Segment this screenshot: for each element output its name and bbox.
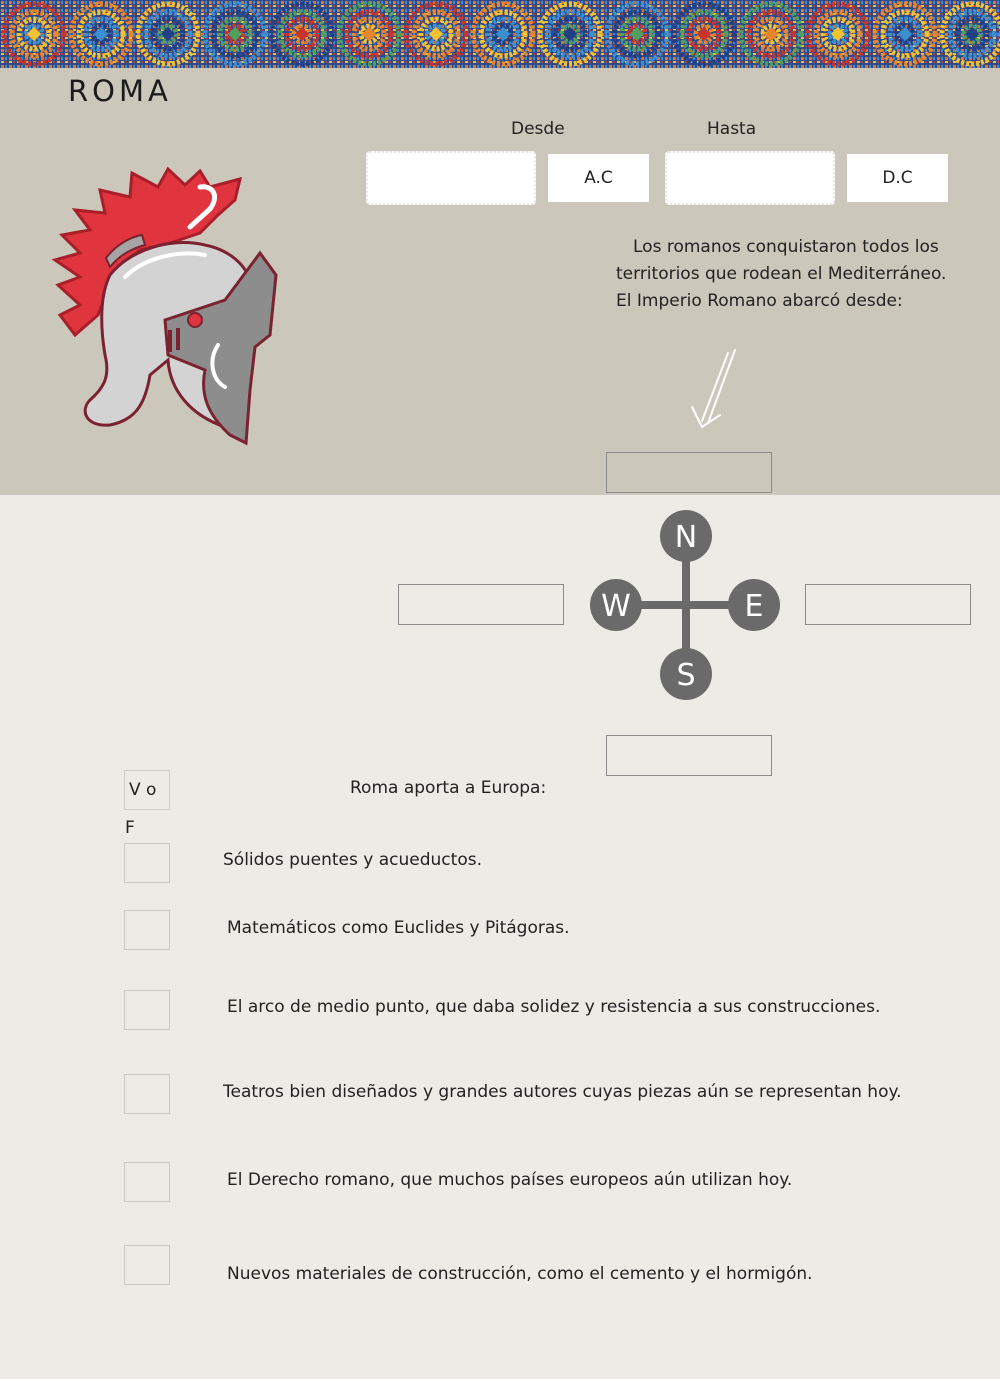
north-limit-input[interactable] — [606, 452, 772, 493]
answer-box-5[interactable] — [124, 1162, 170, 1202]
quiz-item-6: Nuevos materiales de construcción, como el cemento y el hormigón. — [227, 1264, 813, 1284]
from-label: Desde — [511, 119, 565, 139]
from-year-input[interactable] — [366, 151, 536, 205]
quiz-item-1: Sólidos puentes y acueductos. — [223, 850, 482, 870]
west-limit-input[interactable] — [398, 584, 564, 625]
compass-west-label: W — [601, 589, 631, 624]
compass-icon — [588, 508, 784, 704]
compass-south-label: S — [676, 658, 696, 693]
answer-box-1[interactable] — [124, 843, 170, 883]
quiz-item-4: Teatros bien diseñados y grandes autores cuyas piezas aún se representan hoy. — [223, 1082, 902, 1102]
quiz-item-2: Matemáticos como Euclides y Pitágoras. — [227, 918, 570, 938]
from-era-label: A.C — [548, 154, 649, 202]
mosaic-banner — [0, 0, 1000, 68]
south-limit-input[interactable] — [606, 735, 772, 776]
intro-line: territorios que rodean el Mediterráneo. — [616, 264, 947, 284]
answer-box-2[interactable] — [124, 910, 170, 950]
quiz-item-5: El Derecho romano, que muchos países europeos aún utilizan hoy. — [227, 1170, 793, 1190]
answer-box-4[interactable] — [124, 1074, 170, 1114]
east-limit-input[interactable] — [805, 584, 971, 625]
compass-east-label: E — [744, 589, 764, 624]
intro-paragraph — [616, 234, 976, 315]
vof-header: V o F — [124, 770, 170, 810]
answer-box-3[interactable] — [124, 990, 170, 1030]
compass-north-label: N — [674, 520, 698, 555]
to-label: Hasta — [707, 119, 757, 139]
to-era-label: D.C — [847, 154, 948, 202]
page-title: ROMA — [68, 74, 172, 108]
quiz-title: Roma aporta a Europa: — [350, 778, 547, 798]
to-year-input[interactable] — [665, 151, 835, 205]
down-arrow-icon — [680, 345, 750, 440]
intro-line: El Imperio Romano abarcó desde: — [616, 291, 903, 311]
roman-helmet-icon — [50, 165, 290, 450]
intro-line: Los romanos conquistaron todos los — [633, 237, 939, 257]
answer-box-6[interactable] — [124, 1245, 170, 1285]
quiz-item-3: El arco de medio punto, que daba solidez y resistencia a sus construcciones. — [227, 997, 881, 1017]
